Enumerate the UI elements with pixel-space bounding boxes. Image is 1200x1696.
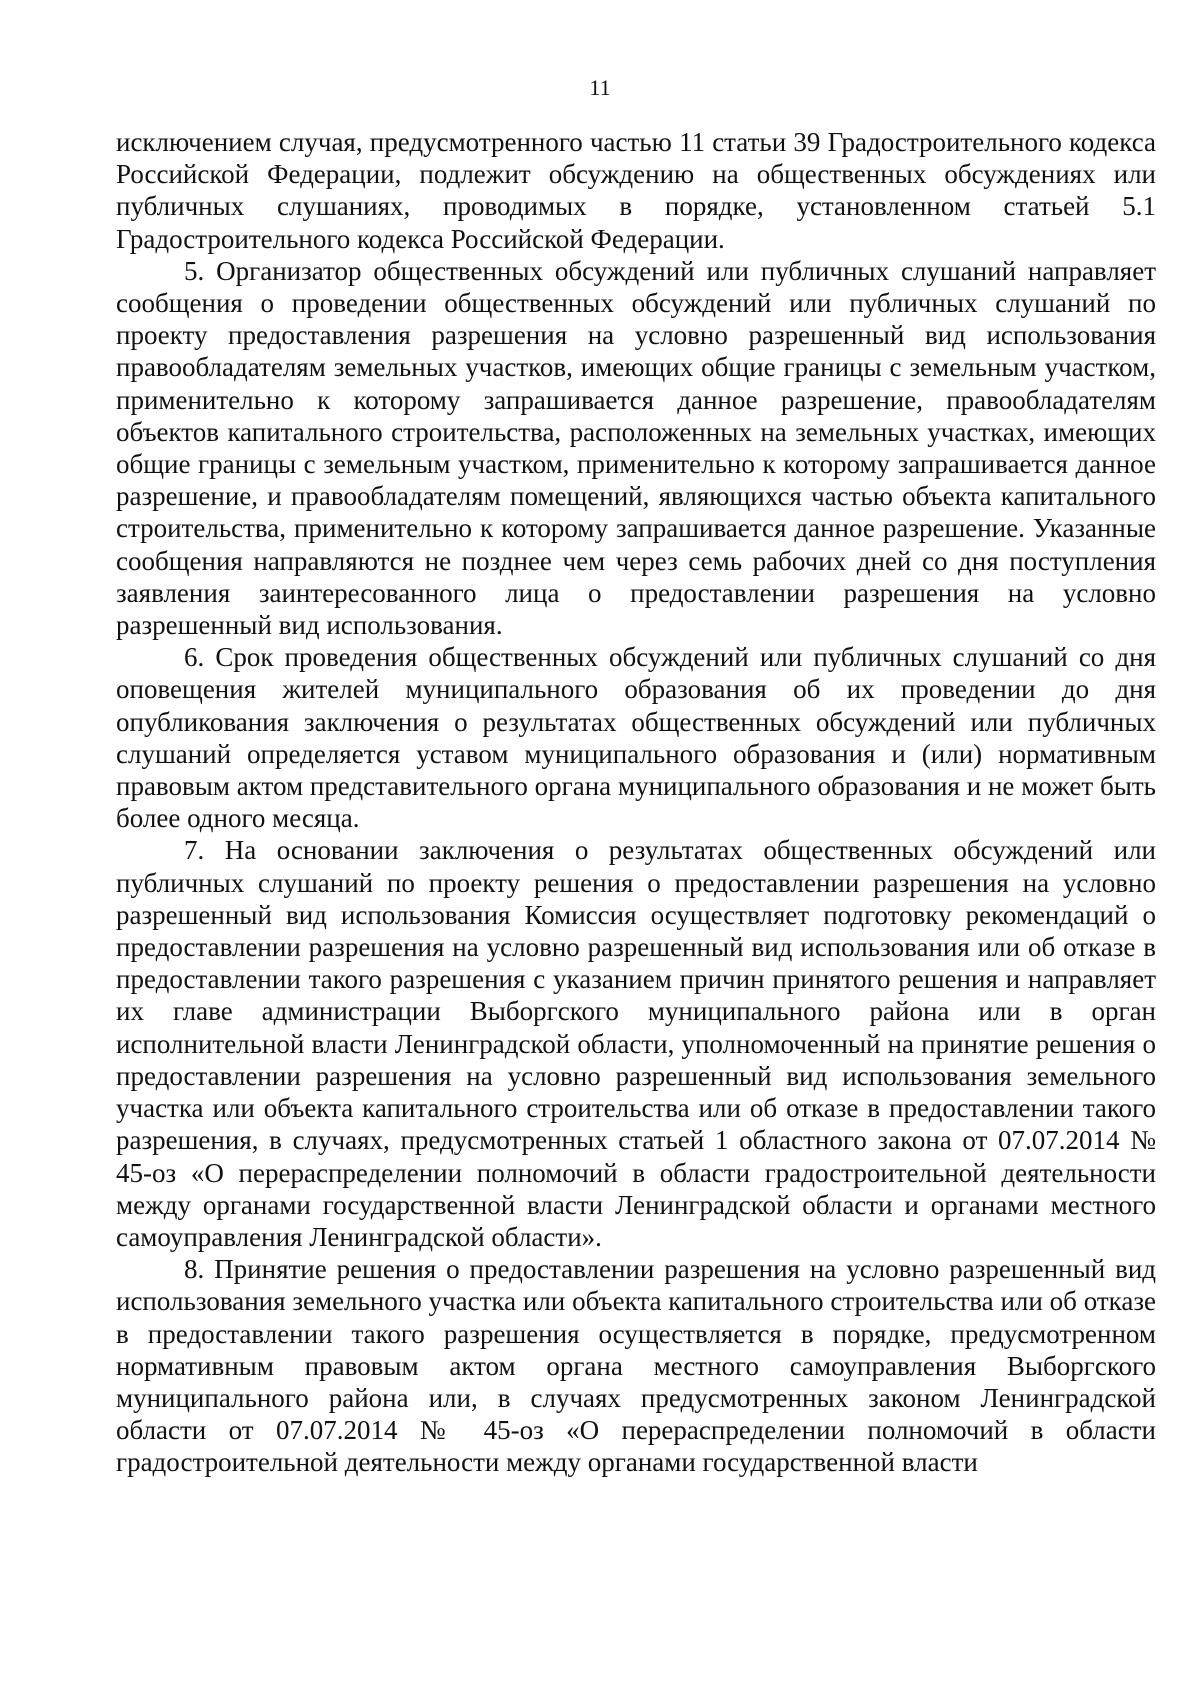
- paragraph-text: На основании заключения о результатах общественных обсуждений или публичных слушаний по проекту решения о предоставлении разрешения на условно разрешенный вид использования Комиссия осуществляет подготовку рекомендаций о предоставлении разрешения на условно разрешенный вид использования или об отказе в предоставлении такого разрешения с указанием причин принятого решения и направляет их главе администрации Выборгского муниципального района или в орган исполнительной власти Ленинградской области, уполномоченный на принятие решения о предоставлении разрешения на условно разрешенный вид использования земельного участка или объекта капитального строительства или об отказе в предоставлении такого разрешения, в случаях, предусмотренных статьей 1 областного закона от 07.07.2014 № 45-оз «О перераспределении полномочий в области градостроительной деятельности между органами государственной власти Ленинградской области и органами местного самоуправления Ленинградской области».: [116, 835, 1156, 1252]
- paragraph-text: Срок проведения общественных обсуждений или публичных слушаний со дня оповещения жителей муниципального образования об их проведении до дня опубликования заключения о результатах общественных обсуждений или публичных слушаний определяется уставом муниципального образования и (или) нормативным правовым актом представительного органа муниципального образования и не может быть более одного месяца.: [116, 642, 1157, 834]
- paragraph-number: 5.: [184, 255, 205, 286]
- paragraph-item-7: [116, 834, 1156, 1253]
- paragraph-number: 6.: [184, 642, 205, 673]
- paragraph-text: исключением случая, предусмотренного частью 11 статьи 39 Градостроительного кодекса Российской Федерации, подлежит обсуждению на общественных обсуждениях или публичных слушаниях, проводимых в порядке, установленном статьей 5.1 Градостроительного кодекса Российской Федерации.: [116, 127, 1156, 254]
- paragraph-item-5: [116, 255, 1156, 641]
- paragraph-number: 7.: [184, 835, 205, 866]
- document-body: [116, 126, 1156, 1479]
- paragraph-text: Принятие решения о предоставлении разрешения на условно разрешенный вид использования земельного участка или объекта капитального строительства или об отказе в предоставлении такого разрешения осуществляется в порядке, предусмотренном нормативным правовым актом органа местного самоуправления Выборгского муниципального района или, в случаях предусмотренных законом Ленинградской области от 07.07.2014 № 45-оз «О перераспределении полномочий в области градостроительной деятельности между органами государственной власти: [116, 1254, 1156, 1478]
- paragraph-continuation: [116, 126, 1156, 255]
- paragraph-text: Организатор общественных обсуждений или публичных слушаний направляет сообщения о проведении общественных обсуждений или публичных слушаний по проекту предоставления разрешения на условно разрешенный вид использования правообладателям земельных участков, имеющих общие границы с земельным участком, применительно к которому запрашивается данное разрешение, правообладателям объектов капитального строительства, расположенных на земельных участках, имеющих общие границы с земельным участком, применительно к которому запрашивается данное разрешение, и правообладателям помещений, являющихся частью объекта капитального строительства, применительно к которому запрашивается данное разрешение. Указанные сообщения направляются не позднее чем через семь рабочих дней со дня поступления заявления заинтересованного лица о предоставлении разрешения на условно разрешенный вид использования.: [116, 255, 1156, 641]
- paragraph-item-8: [116, 1253, 1156, 1478]
- paragraph-item-6: [116, 641, 1156, 834]
- page-number: 11: [589, 75, 611, 100]
- paragraph-number: 8.: [184, 1254, 205, 1285]
